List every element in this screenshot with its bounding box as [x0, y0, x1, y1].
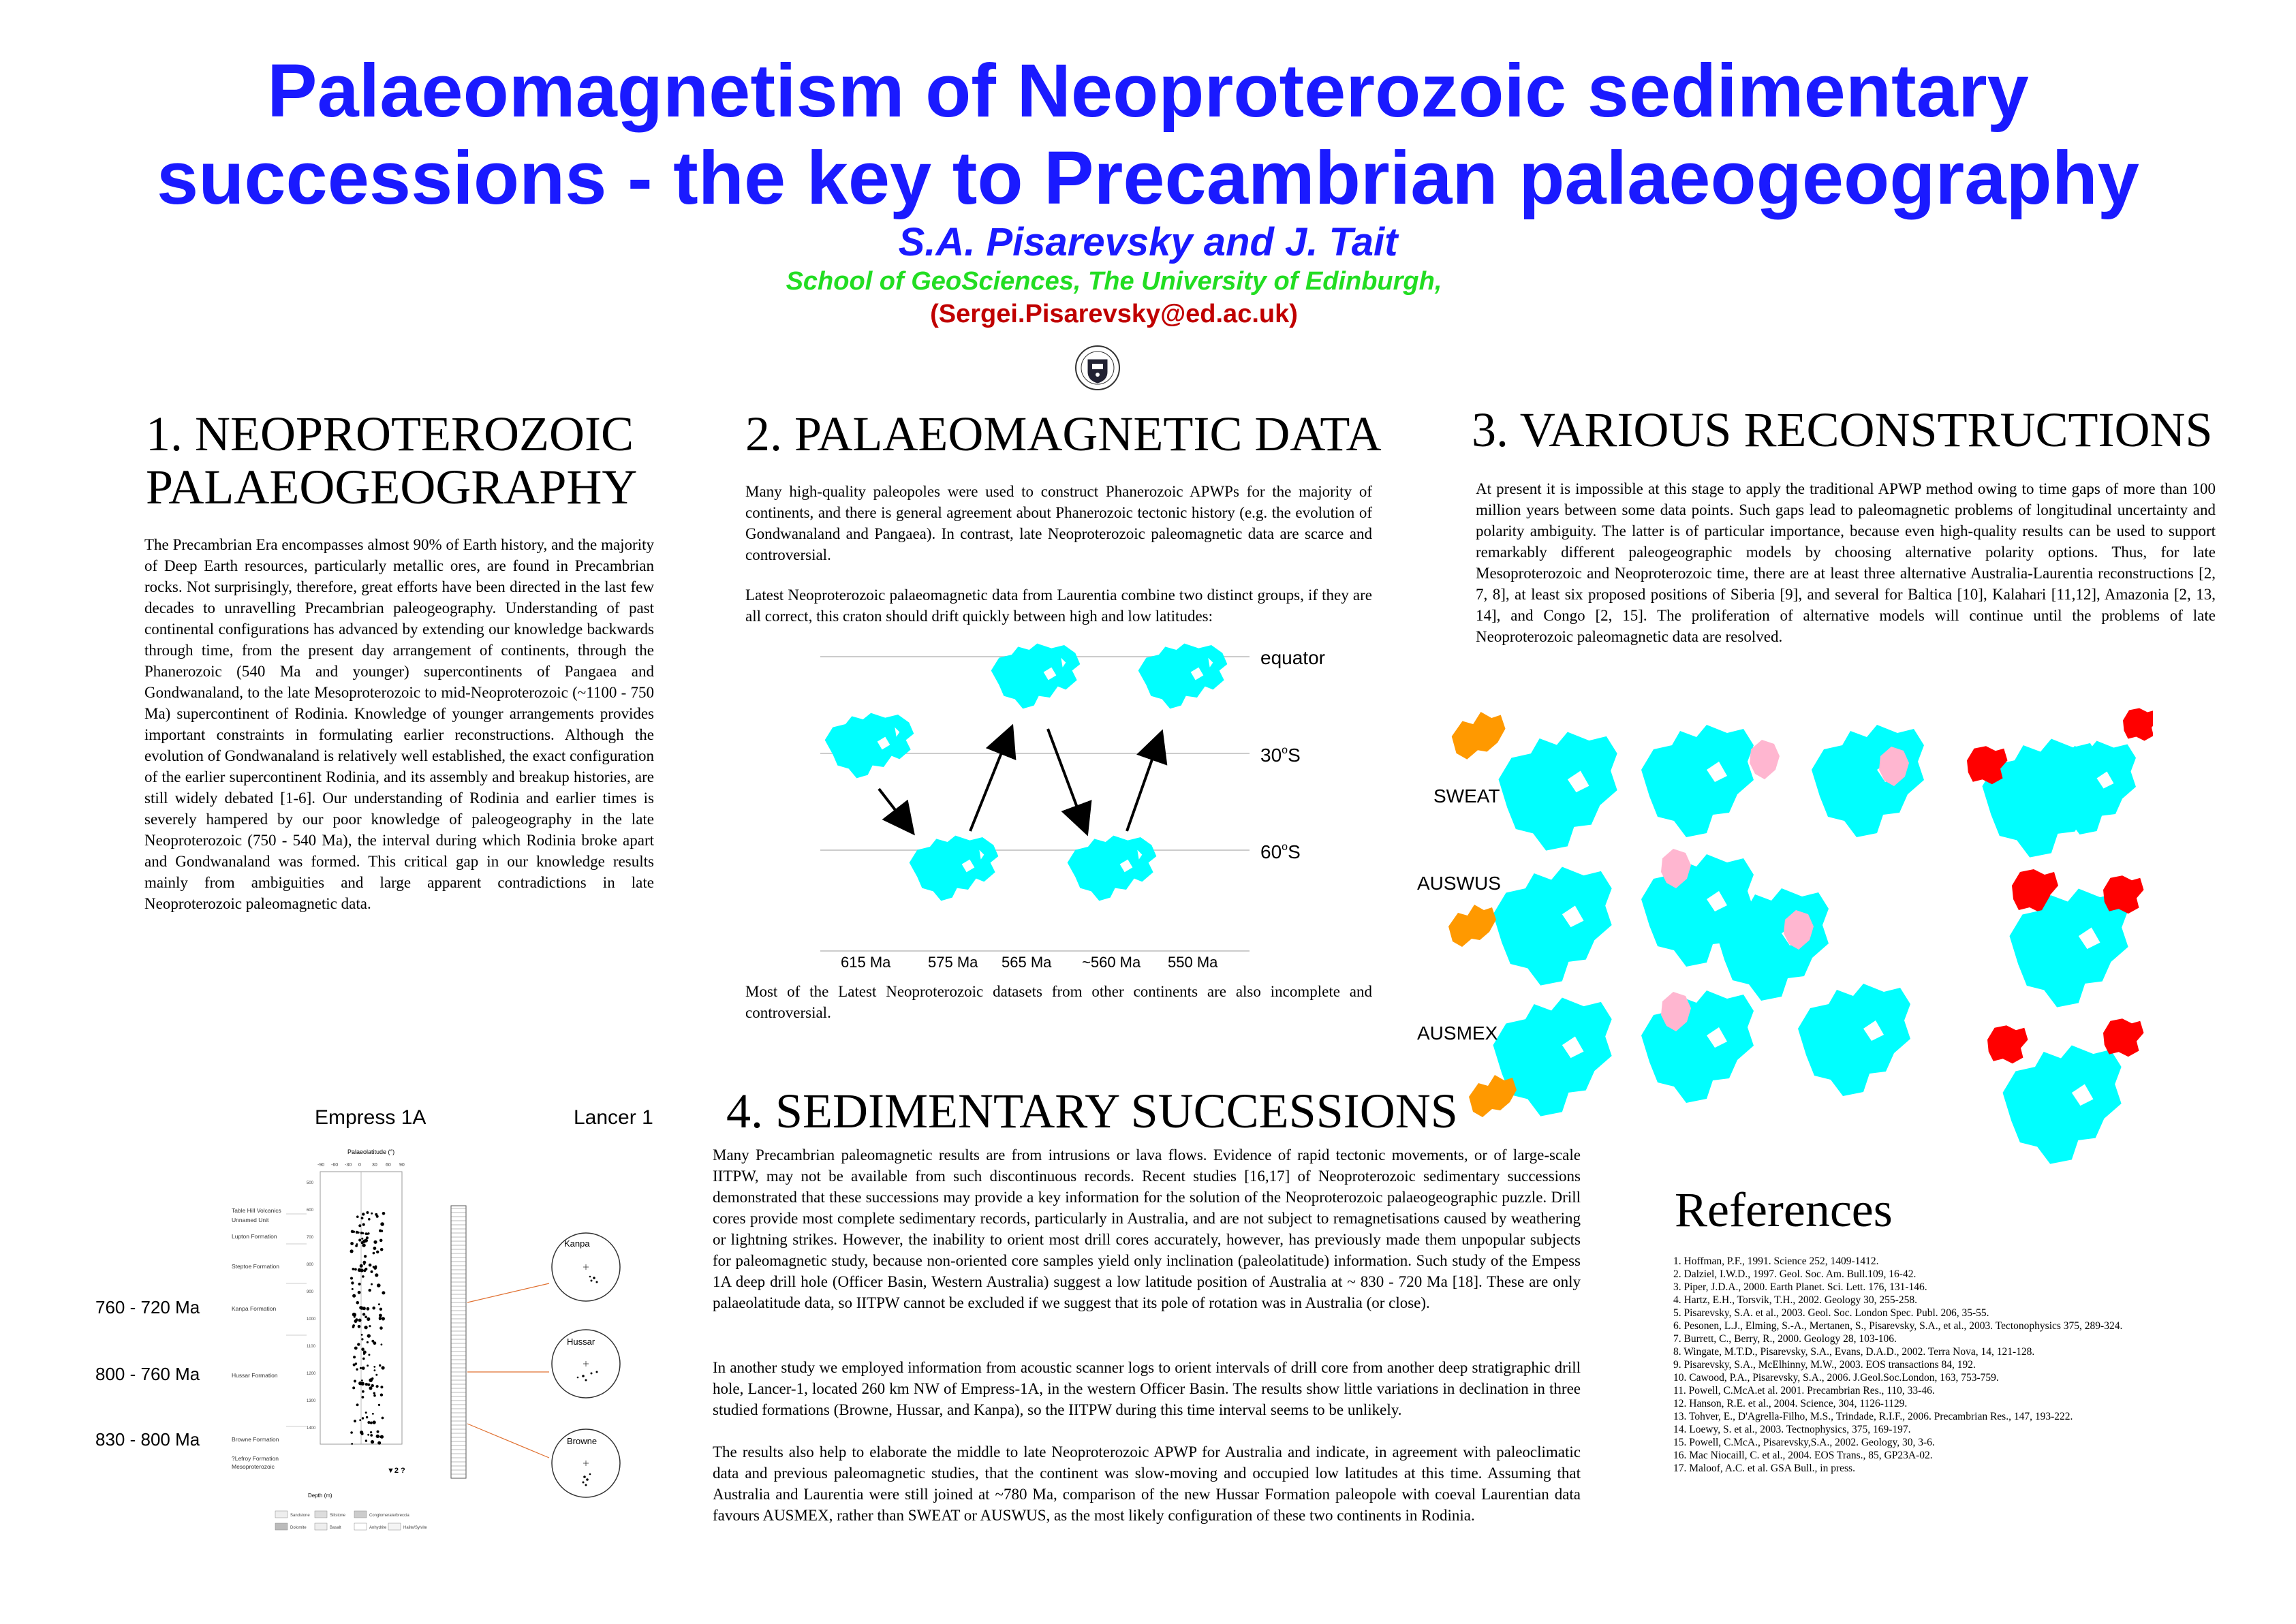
formation-label-3: Lupton Formation [232, 1233, 277, 1240]
australia-sweat [1452, 712, 1506, 760]
legend-5: Basalt [330, 1526, 341, 1530]
depth-tick-label: 1200 [307, 1372, 316, 1376]
sample-dot [375, 1374, 377, 1376]
depth-tick-label: 900 [307, 1290, 314, 1294]
sample-dot [361, 1334, 363, 1336]
laurentia-baltica-6 [1798, 984, 1910, 1096]
sample-dot [370, 1434, 373, 1437]
drift-arrow-1 [879, 789, 912, 831]
sample-dot [366, 1416, 368, 1418]
depth-tick-label: 1000 [307, 1317, 316, 1322]
sec4-text1: Many Precambrian paleomagnetic results are from intrusions or lava flows. Evidence of rapid tectonic movements, or of large-scale IITPW, may not be available from such discontinuous records. Recent studies [16,17] of Neoproterozoic sedimentary successions demonstrated that these successions may provide a key information for the solution of the Neoproterozoic palaeogeographic puzzle. Drill cores provide most complete sedimentary records, particularly in Australia, and are not subject to remagnetisations caused by weathering or lightning strikes. However, the inability to orient most drill cores accurately, however, has previously made them unpopular subjects for paleomagnetic study, because non-oriented core samples yield only inclination (paleolatitude) information. Such study of the Empess 1A deep drill hole (Officer Basin, Western Australia) suggest a low latitude position of Australia at ~ 830 - 720 Ma [18]. These are only palaeolatitude data, so IITPW cannot be excluded if we suggest that its pole of rotation was in Australia (or close). [713, 1146, 1581, 1311]
age-band-1: 760 - 720 Ma [95, 1297, 200, 1317]
sample-dot [358, 1319, 362, 1322]
sample-dot [361, 1379, 363, 1381]
laurentia-565 [991, 644, 1081, 709]
sample-dot [360, 1431, 363, 1434]
drill-core-figure [218, 1138, 736, 1546]
sample-dot [362, 1307, 366, 1310]
affiliation: School of GeoSciences, The University of Edinburgh, [786, 267, 1442, 296]
sample-dot [362, 1417, 364, 1419]
formation-label-8: ?Lefroy Formation [232, 1455, 279, 1462]
sample-dot [364, 1326, 367, 1329]
age-550: 550 Ma [1168, 954, 1218, 971]
australia-auswus [1448, 905, 1496, 947]
sample-dot [367, 1384, 370, 1386]
sample-dot [382, 1417, 384, 1420]
sample-dot [354, 1347, 358, 1350]
sample-dot [350, 1242, 354, 1245]
x-tick-label: 30 [372, 1163, 377, 1168]
sample-dot [371, 1384, 374, 1387]
reference-item: 12. Hanson, R.E. et al., 2004. Science, 304, 1126-1129. [1673, 1398, 1908, 1409]
sample-dot [350, 1431, 353, 1434]
reference-item: 15. Powell, C.McA., Pisarevsky,S.A., 2002. Geology, 30, 3-6. [1673, 1437, 1935, 1448]
x-tick-label: 60 [386, 1163, 391, 1168]
sample-dot [362, 1396, 364, 1399]
depth-tick-label: 1100 [307, 1345, 315, 1349]
formation-label-5: Kanpa Formation [232, 1305, 277, 1312]
sample-dot [379, 1318, 381, 1320]
laurentia-auswus [1493, 867, 1612, 986]
sample-dot [362, 1390, 364, 1393]
label-equator: equator [1260, 647, 1325, 668]
sample-dot [353, 1356, 356, 1358]
sample-dot [381, 1343, 383, 1345]
reference-item: 1. Hoffman, P.F., 1991. Science 252, 1409-1412. [1673, 1255, 1879, 1267]
sec3-text: At present it is impossible at this stage to apply the traditional APWP method owing to time gaps of more than 100 million years between some data points. Such gaps lead to paleomagnetic problems of longitudinal uncertainty and polarity ambiguity. The latter is of particular importance, because even high-quality results can be used to support remarkably different paleogeographic models by choosing alternative polarity options. Thus, for late Mesoproterozoic and Neoproterozoic time, there are at least three alternative Australia-Laurentia reconstructions [2, 7, 8], at least six proposed positions of Siberia [9], and several for Baltica [10], Kalahari [11,12], Amazonia [2, 13, 14], and Congo [2, 15]. The proliferation of alternative models will continue until the problems of late Neoproterozoic paleomagnetic data are resolved. [1476, 480, 2216, 645]
label-sweat: SWEAT [1433, 785, 1500, 807]
university-crest-icon [1073, 342, 1122, 396]
sec1-heading-line2: PALAEOGEOGRAPHY [146, 460, 638, 514]
legend-1: Sandstone [290, 1514, 310, 1518]
sample-dot [364, 1255, 367, 1258]
age-560: ~560 Ma [1082, 954, 1141, 971]
sample-dot [358, 1232, 360, 1234]
sample-dot [375, 1273, 378, 1277]
legend-2: Siltstone [330, 1514, 346, 1518]
reference-item: 2. Dalziel, I.W.D., 1997. Geol. Soc. Am. Bull.109, 16-42. [1673, 1268, 1917, 1280]
sample-dot [352, 1313, 356, 1317]
formation-label-9: Mesoproterozoic [232, 1463, 275, 1470]
sample-dot [380, 1394, 383, 1396]
sample-dot [373, 1252, 375, 1255]
laurentia-baltica-1 [1641, 725, 1754, 837]
x-tick-label: 90 [399, 1163, 405, 1168]
drift-arrow-2 [970, 729, 1011, 831]
reference-item: 10. Cawood, P.A., Pisarevsky, S.A., 2006. J.Geol.Soc.London, 163, 753-759. [1673, 1372, 1999, 1384]
sample-dot [358, 1238, 361, 1241]
email: (Sergei.Pisarevsky@ed.ac.uk) [930, 300, 1298, 328]
reference-item: 14. Loewy, S. et al., 2003. Tectnophysics, 375, 169-197. [1673, 1424, 1911, 1435]
sample-dot [367, 1317, 370, 1321]
sample-dot [363, 1269, 366, 1272]
sample-dot [371, 1283, 373, 1285]
laurentia-575 [910, 836, 999, 901]
siberia-2 [1967, 746, 2008, 784]
laurentia-baltica-2 [1812, 725, 1924, 837]
reference-item: 3. Piper, J.D.A., 2000. Earth Planet. Sci. Lett. 176, 131-146. [1673, 1281, 1927, 1293]
sample-dot [373, 1240, 377, 1244]
sample-dot [360, 1264, 363, 1267]
drift-arrow-3 [1048, 729, 1086, 831]
references-list [1673, 1255, 2137, 1475]
sample-dot [366, 1211, 369, 1214]
sample-dot [381, 1230, 383, 1232]
sample-dot [356, 1215, 359, 1218]
sample-dot [367, 1434, 369, 1436]
sample-dot [352, 1386, 355, 1389]
references-heading: References [1675, 1183, 1893, 1237]
drift-arrow-4 [1127, 734, 1161, 831]
sample-dot [378, 1404, 380, 1406]
sample-dot [362, 1313, 365, 1315]
label-ausmex: AUSMEX [1417, 1022, 1498, 1044]
sample-dot [362, 1358, 365, 1360]
sample-dot [367, 1334, 371, 1337]
depth-tick-label: 1400 [307, 1426, 316, 1431]
sec2-text2: Latest Neoproterozoic palaeomagnetic data from Laurentia combine two distinct groups, if they are all correct, this craton should drift quickly between high and low latitudes: [745, 587, 1372, 625]
sample-dot [367, 1341, 369, 1343]
sample-dot [358, 1291, 361, 1294]
sample-dot [362, 1223, 365, 1226]
laurentia-drift-diagram [745, 634, 1386, 981]
sample-dot [367, 1421, 370, 1424]
depth-tick-label: 1300 [307, 1399, 316, 1403]
baltica-1 [1750, 740, 1780, 779]
sec1-heading [146, 407, 745, 514]
stereonet-browne-label: Browne [567, 1436, 598, 1446]
reference-item: 16. Mac Niocaill, C. et al., 2004. EOS Trans., 85, GP23A-02. [1673, 1450, 1933, 1461]
sample-dot [352, 1294, 356, 1298]
sample-dot [362, 1275, 364, 1278]
reference-item: 4. Hartz, E.H., Torsvik, T.H., 2002. Geology 30, 255-258. [1673, 1294, 1917, 1306]
sample-dot [379, 1308, 382, 1311]
sample-dot [373, 1341, 377, 1345]
siberia-6 [2103, 1018, 2144, 1057]
sample-dot [364, 1315, 367, 1318]
reference-item: 5. Pisarevsky, S.A. et al., 2003. Geol. Soc. London Spec. Publ. 206, 35-55. [1673, 1307, 1989, 1319]
sample-dot [378, 1303, 380, 1305]
sample-dot [356, 1369, 358, 1371]
reference-item: 6. Pesonen, L.J., Elming, S.-A., Mertanen, S., Pisarevsky, S.A., et al., 2003. Tectonophysics 375, 289-324. [1673, 1320, 2123, 1332]
label-60: 60$^o$S [1260, 841, 1301, 862]
depth-tick-label: 500 [307, 1181, 314, 1185]
sample-dot [369, 1386, 373, 1390]
sample-dot [376, 1385, 379, 1388]
sample-dot [369, 1289, 371, 1292]
sample-dot [380, 1222, 384, 1226]
depth-tick-label: 600 [307, 1208, 314, 1213]
x-tick-label: 0 [358, 1163, 361, 1168]
sample-dot [380, 1248, 384, 1251]
sample-dot [369, 1264, 372, 1267]
sample-dot [365, 1439, 367, 1441]
sample-dot [377, 1283, 381, 1287]
x-tick-label: -30 [345, 1163, 352, 1168]
sample-dot [356, 1301, 360, 1305]
sample-dot [356, 1403, 359, 1406]
sample-dot [361, 1217, 364, 1219]
legend-6: Anhydrite [369, 1526, 387, 1530]
sample-dot [372, 1441, 374, 1443]
stereonet-kanpa-label: Kanpa [564, 1238, 590, 1249]
reference-item: 9. Pisarevsky, S.A., McElhinny, M.W., 2003. EOS transactions 84, 192. [1673, 1359, 1976, 1371]
sample-dot [358, 1325, 361, 1328]
sample-dot [359, 1419, 361, 1421]
sample-dot [366, 1236, 369, 1239]
sample-dot [373, 1394, 376, 1397]
sample-dot [373, 1266, 377, 1270]
sample-dot [352, 1324, 355, 1327]
sample-dot [360, 1268, 363, 1272]
sec2-text1: Many high-quality paleopoles were used to construct Phanerozoic APWPs for the majority of continents, and there is general agreement about Phanerozoic tectonic history (e.g. the evolution of Gondwanaland and Pangaea). In contrast, late Neoproterozoic paleomagnetic data are scarce and controversial. [745, 483, 1372, 563]
sec1-heading-line1: 1. NEOPROTEROZOIC [146, 407, 634, 461]
sec2-text3: Most of the Latest Neoproterozoic datasets from other continents are also incomplete and controversial. [745, 983, 1372, 1021]
age-615: 615 Ma [841, 954, 891, 971]
sample-dot [371, 1270, 373, 1273]
sample-dot [355, 1362, 357, 1364]
marker-glyph: ▼2 ? [387, 1467, 405, 1475]
palaeolatitude-title: Palaeolatitude (°) [347, 1149, 395, 1155]
sample-dot [371, 1213, 373, 1215]
poster-title [0, 48, 2296, 222]
label-30: 30$^o$S [1260, 745, 1301, 766]
sample-dot [355, 1245, 358, 1247]
sample-dot [351, 1443, 353, 1445]
sample-dot [373, 1247, 377, 1250]
sample-dot [354, 1380, 356, 1383]
sample-dot [376, 1215, 379, 1218]
legend-4: Dolomite [290, 1526, 307, 1530]
laurentia-siberia-4 [2003, 1046, 2122, 1164]
sample-dot [368, 1218, 371, 1221]
siberia-5 [1987, 1025, 2028, 1063]
age-band-2: 800 - 760 Ma [95, 1364, 200, 1384]
authors: S.A. Pisarevsky and J. Tait [898, 220, 1398, 264]
sample-dot [367, 1307, 370, 1311]
sample-dot [377, 1441, 381, 1445]
age-575: 575 Ma [928, 954, 978, 971]
sample-dot [362, 1213, 364, 1215]
sec4-text3: The results also help to elaborate the middle to late Neoproterozoic APWP for Australia and indicate, in agreement with paleoclimatic data and previous paleomagnetic studies, that the continent was slow-moving and occupied low latitudes at this time. Assuming that Australia and Laurentia were still joined at ~780 Ma, comparison of the new Hussar Formation paleopole with coeval Laurentian data favours AUSMEX, rather than SWEAT or AUSWUS, as the most likely configuration of these two continents in Rodinia. [713, 1443, 1581, 1524]
sample-dot [363, 1353, 365, 1355]
sample-dot [379, 1326, 383, 1330]
age-565: 565 Ma [1002, 954, 1052, 971]
sample-dot [354, 1268, 357, 1271]
sample-dot [365, 1411, 367, 1414]
sample-dot [358, 1224, 361, 1227]
formation-label-6: Hussar Formation [232, 1372, 278, 1379]
sample-dot [373, 1392, 375, 1394]
sample-dot [382, 1366, 385, 1369]
laurentia-sweat [1499, 732, 1617, 851]
reference-item: 11. Powell, C.McA.et al. 2001. Precambrian Res., 110, 33-46. [1673, 1385, 1935, 1396]
laurentia-615 [825, 713, 914, 779]
sec2-heading: 2. PALAEOMAGNETIC DATA [745, 407, 1382, 461]
sample-dot [367, 1364, 369, 1367]
sample-dot [367, 1233, 369, 1235]
sample-dot [379, 1314, 382, 1317]
sample-dot [379, 1239, 383, 1243]
age-band-3: 830 - 800 Ma [95, 1429, 200, 1450]
sample-dot [361, 1347, 364, 1351]
laurentia-baltica-5 [1641, 990, 1754, 1103]
sample-dot [350, 1249, 354, 1253]
reference-item: 17. Maloof, A.C. et al. GSA Bull., in press. [1673, 1463, 1855, 1474]
sec4-text2: In another study we employed information from acoustic scanner logs to orient intervals of drill core from another deep stratigraphic drill hole, Lancer-1, located 260 km NW of Empress-1A, in the western Officer Basin. The results show little variations in declination in three studied formations (Browne, Hussar, and Kanpa), so the IITPW during this time interval seems to be unlikely. [713, 1359, 1581, 1418]
sample-dot [372, 1413, 374, 1415]
sample-dot [382, 1212, 386, 1215]
sample-dot [350, 1277, 353, 1280]
sample-dot [372, 1307, 375, 1310]
sample-dot [361, 1238, 363, 1240]
sample-dot [373, 1366, 375, 1368]
sample-dot [369, 1325, 371, 1327]
sample-dot [361, 1382, 364, 1386]
sample-dot [374, 1369, 376, 1371]
sample-dot [353, 1231, 355, 1233]
sample-dot [358, 1283, 361, 1285]
sample-dot [377, 1431, 379, 1433]
reconstructions-panel [1410, 702, 2153, 1172]
sample-dot [379, 1436, 382, 1438]
depth-tick-label: 700 [307, 1236, 314, 1240]
sec3-heading: 3. VARIOUS RECONSTRUCTIONS [1472, 403, 2213, 457]
sample-dot [360, 1367, 362, 1369]
siberia-4 [2103, 875, 2144, 914]
sample-dot [357, 1343, 360, 1345]
sample-dot [362, 1367, 365, 1370]
formation-label-7: Browne Formation [232, 1436, 279, 1443]
australia-ausmex [1469, 1075, 1517, 1117]
reference-item: 13. Tohver, E., D'Agrella-Filho, M.S., Trindade, R.I.F., 2006. Precambrian Res., 147, 193-222. [1673, 1411, 2073, 1422]
sample-dot [352, 1268, 355, 1270]
formation-label-1: Table Hill Volcanics [232, 1207, 281, 1214]
sample-dot [361, 1338, 363, 1340]
depth-tick-label: 800 [307, 1263, 314, 1267]
sample-dot [382, 1317, 385, 1320]
formation-label-2: Unnamed Unit [232, 1217, 269, 1223]
label-auswus: AUSWUS [1417, 873, 1501, 894]
sample-dot [361, 1241, 364, 1244]
lancer-label: Lancer 1 [574, 1106, 653, 1129]
sample-dot [376, 1435, 379, 1438]
empress-label: Empress 1A [315, 1106, 426, 1129]
legend-7: Halite/Sylvite [403, 1526, 427, 1530]
sample-dot [368, 1354, 370, 1356]
sample-dot [363, 1264, 365, 1266]
sample-dot [382, 1291, 385, 1294]
sample-dot [369, 1378, 373, 1382]
laurentia-550 [1138, 644, 1228, 709]
siberia-1 [2123, 708, 2153, 741]
reference-item: 8. Wingate, M.T.D., Pisarevsky, S.A., Evans, D.A.D., 2002. Terra Nova, 14, 121-128. [1673, 1346, 2035, 1358]
x-tick-label: -90 [317, 1163, 325, 1168]
sample-dot [354, 1420, 356, 1422]
laurentia-560 [1068, 836, 1157, 901]
sample-dot [362, 1232, 364, 1234]
sec1-text: The Precambrian Era encompasses almost 90% of Earth history, and the majority of Deep Earth resources, particularly metallic ores, are found in Precambrian rocks. Not surprisingly, therefore, great efforts have been directed in the last few decades to unravelling Precambrian paleogeography. Understanding of past continental configurations has advanced by extending our knowledge backwards through time, from the present day arrangement of continents, through the Phanerozoic (540 Ma and younger) supercontinents of Pangaea and Gondwanaland, to the late Mesoproterozoic to mid-Neoproterozoic (~1100 - 750 Ma) supercontinent of Rodinia. Knowledge of younger arrangements provides important constraints in formulating earlier reconstructions. Although the evolution of Gondwanaland is relatively well established, the exact configuration of the earlier supercontinent Rodinia, and its assembly and breakup histories, are still widely debated [1-6]. Our understanding of Rodinia and earlier times is severely hampered by our poor knowledge of paleogeography in the late Neoproterozoic (750 - 540 Ma), the interval during which Rodinia broke apart and Gondwanaland was formed. This critical gap in our knowledge results mainly from ambiguities and large apparent contradictions in late Neoproterozoic paleomagnetic data. [144, 536, 654, 912]
sec4-heading: 4. SEDIMENTARY SUCCESSIONS [726, 1084, 1458, 1138]
sample-dot [380, 1386, 383, 1388]
sample-dot [379, 1364, 381, 1367]
sample-dot [355, 1318, 358, 1321]
title-line-1: Palaeomagnetism of Neoproterozoic sedimentary [267, 49, 2029, 133]
title-line-2: successions - the key to Precambrian palaeogeography [157, 136, 2139, 220]
legend-3: Conglomerate/breccia [369, 1514, 409, 1518]
formation-label-4: Steptoe Formation [232, 1263, 279, 1270]
sample-dot [376, 1251, 379, 1253]
x-tick-label: -60 [331, 1163, 339, 1168]
stereonet-hussar-label: Hussar [567, 1337, 595, 1347]
sample-dot [351, 1281, 354, 1284]
sample-dot [370, 1431, 372, 1433]
reference-item: 7. Burrett, C., Berry, R., 2000. Geology 28, 103-106. [1673, 1333, 1897, 1345]
sample-dot [370, 1422, 373, 1424]
sample-dot [373, 1420, 376, 1424]
sample-dot [362, 1243, 365, 1247]
sample-dot [352, 1288, 354, 1290]
depth-axis-label: Depth (m) [308, 1493, 332, 1499]
